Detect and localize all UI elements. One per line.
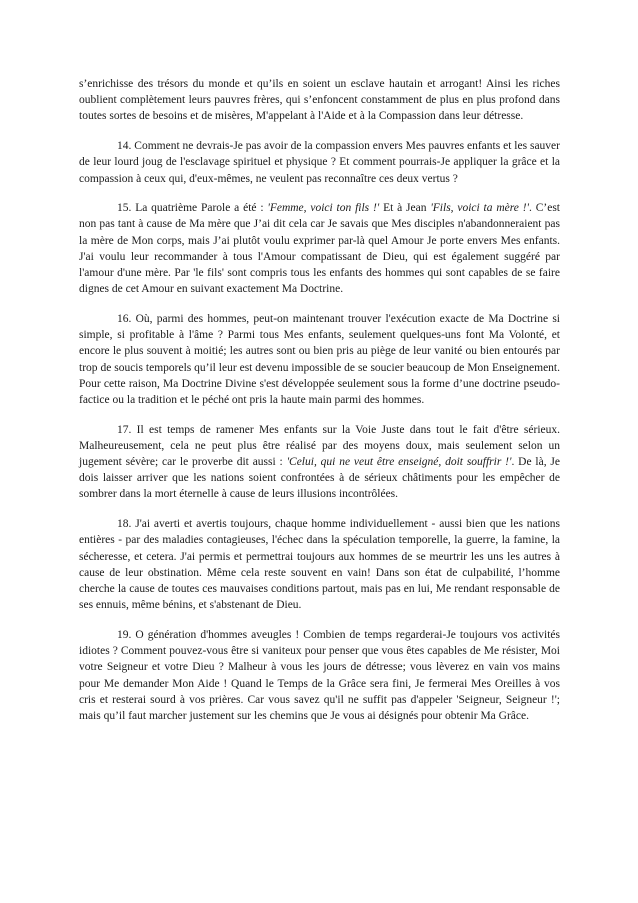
paragraph-p19 <box>79 627 560 724</box>
paragraph-p15 <box>79 200 560 297</box>
text-segment: . C’est non pas tant à cause de Ma mère que J’ai dit cela car Je savais que Mes disciples n'abandonneraient pas la mère de Mon corps, mais J’ai plutôt voulu exprimer par-là quel Amour Je porte envers Mes enfants. J'ai voulu leur recommander à tous l'Amour compatissant de Dieu, qui est également suggéré par l'amour d'une mère. Par 'le fils' sont compris tous les enfants des hommes qui sont capables de se faire dignes de cet Amour en suivant exactement Ma Doctrine. <box>79 202 560 296</box>
text-segment: 14. Comment ne devrais-Je pas avoir de la compassion envers Mes pauvres enfants et les sauver de leur lourd joug de l'esclavage spirituel et physique ? Et comment pourrais-Je appliquer la grâce et la compassion à ceux qui, d'eux-mêmes, ne veulent pas reconnaître ces deux vertus ? <box>79 140 560 185</box>
text-segment: s’enrichisse des trésors du monde et qu’ils en soient un esclave hautain et arrogant! Ainsi les riches oublient complètement leurs pauvres frères, qui s’enfoncent constamment de plus en plus profond dans toutes sortes de besoins et de misères, M'appelant à l'Aide et à la Compassion dans leur détresse. <box>79 78 560 123</box>
italic-quote: 'Celui, qui ne veut être enseigné, doit souffrir !' <box>286 456 512 469</box>
text-segment: 17. Il est temps de ramener Mes enfants sur la Voie Juste dans tout le fait d'être sérieux. Malheureusement, cela ne peut plus être réalisé par des moyens doux, mais seulement selon un jugement sévère; car le proverbe dit aussi : <box>79 423 560 469</box>
text-segment: 19. O génération d'hommes aveugles ! Combien de temps regarderai-Je toujours vos activités idiotes ? Comment pouvez-vous être si vaniteux pour penser que vous êtes capables de Me résister, Moi votre Seigneur et votre Dieu ? Malheur à vous les jours de détresse; vous lèverez en vain vos mains pour Me demander Mon Aide ! Quand le Temps de la Grâce sera fini, Je fermerai Mes Oreilles à vos cris et resterai sourd à vos prières. Car vous savez qu'il ne suffit pas d'appeler 'Seigneur, Seigneur !'; mais qu’il faut marcher justement sur les chemins que Je vous ai désignés pour obtenir Ma Grâce. <box>79 628 560 722</box>
paragraph-p18 <box>79 516 560 613</box>
paragraph-p17 <box>79 422 560 503</box>
paragraph-p0 <box>79 76 560 125</box>
text-segment: 15. La quatrième Parole a été : <box>117 202 268 215</box>
text-segment: 16. Où, parmi des hommes, peut-on maintenant trouver l'exécution exacte de Ma Doctrine si simple, si profitable à l'âme ? Parmi tous Mes enfants, seulement quelques-uns font Ma Volonté, et encore le plus souvent à moitié; les autres sont ou bien pris au piège de leur vanité ou bien entourés par trop de soucis temporels qu’il leur est devenu impossible de se soucier beaucoup de Mon Enseignement. Pour cette raison, Ma Doctrine Divine s'est développée seulement sous la forme d’une doctrine pseudo-factice ou la tradition et le péché ont pris la haute main parmi des hommes. <box>79 312 560 406</box>
text-segment: . De là, Je dois laisser arriver que les nations soient confrontées à de sérieux châtiments pour les empêcher de sombrer dans la mort éternelle à cause de leurs illusions incontrôlées. <box>79 456 560 501</box>
paragraph-p16 <box>79 311 560 408</box>
text-segment: Et à Jean <box>379 202 431 215</box>
italic-quote: 'Fils, voici ta mère !' <box>430 202 530 215</box>
document-page <box>79 76 560 738</box>
text-segment: 18. J'ai averti et avertis toujours, chaque homme individuellement - aussi bien que les nations entières - par des maladies contagieuses, l'échec dans la spéculation temporelle, la guerre, la famine, la sécheresse, et cetera. J'ai permis et permettrai toujours aux hommes de se meurtrir les uns les autres à cause de leur obstination. Même cela reste souvent en vain! Dans son état de culpabilité, l’homme cherche la cause de toutes ces mauvaises conditions partout, mais pas en lui, Me rendant responsable de ses ennuis, même bénins, et s'abstenant de Dieu. <box>79 518 560 612</box>
italic-quote: 'Femme, voici ton fils !' <box>267 202 380 215</box>
paragraph-p14 <box>79 138 560 187</box>
